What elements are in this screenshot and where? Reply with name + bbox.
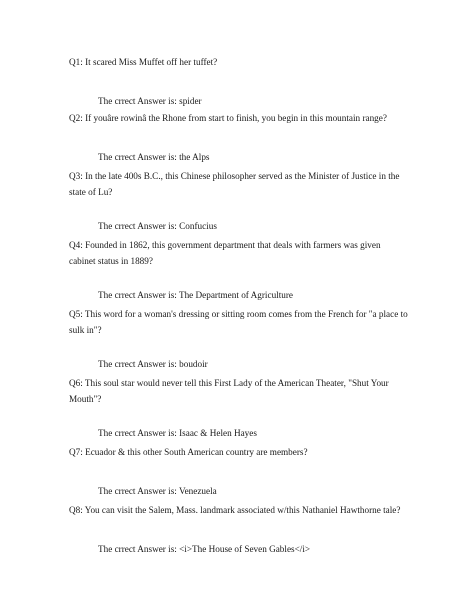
answer-3: The crrect Answer is: Confucius [98, 221, 217, 231]
answer-8: The crrect Answer is: <i>The House of Seven Gables</i> [98, 544, 311, 554]
answer-2: The crrect Answer is: the Alps [98, 152, 210, 162]
answer-6: The crrect Answer is: Isaac & Helen Hayes [98, 428, 257, 438]
question-2: Q2: If youâre rowinâ the Rhone from start to finish, you begin in this mountain range? [69, 113, 387, 123]
answer-1: The crrect Answer is: spider [98, 96, 202, 106]
answer-7: The crrect Answer is: Venezuela [98, 486, 217, 496]
question-6: Q6: This soul star would never tell this First Lady of the American Theater, "Shut Your Mouth"? [69, 378, 389, 404]
question-1: Q1: It scared Miss Muffet off her tuffet? [69, 57, 218, 67]
question-3: Q3: In the late 400s B.C., this Chinese philosopher served as the Minister of Justice in the state of Lu? [69, 171, 400, 197]
answer-5: The crrect Answer is: boudoir [98, 359, 208, 369]
question-5: Q5: This word for a woman's dressing or sitting room comes from the French for "a place to sulk in"? [69, 309, 408, 335]
answer-4: The crrect Answer is: The Department of Agriculture [98, 290, 293, 300]
question-8: Q8: You can visit the Salem, Mass. landmark associated w/this Nathaniel Hawthorne tale? [69, 505, 401, 515]
question-7: Q7: Ecuador & this other South American country are members? [69, 447, 308, 457]
question-4: Q4: Founded in 1862, this government department that deals with farmers was given cabinet status in 1889? [69, 240, 381, 266]
